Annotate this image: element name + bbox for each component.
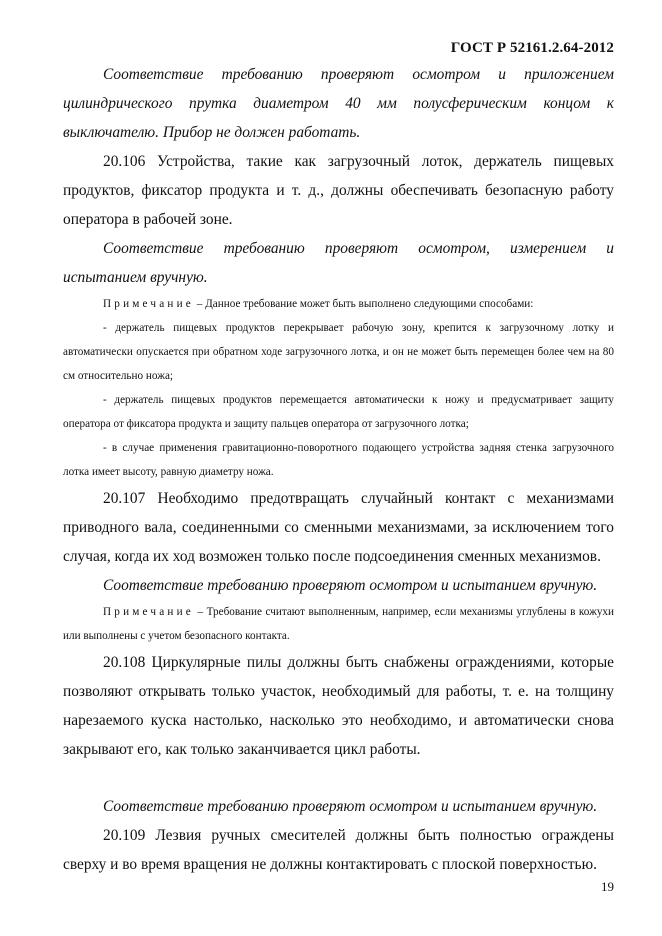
note-label: Примечание [103,298,194,310]
note-paragraph [63,600,614,648]
note-list-item: - держатель пищевых продуктов перемещается автоматически к ножу и предусматривает защиту оператора от фиксатора продукта и защиту пальцев оператора от загрузочного лотка; [63,394,614,430]
compliance-check-paragraph: Соответствие требованию проверяют осмотром и приложением цилиндрического прутка диаметром 40 мм полусферическим концом к выключателю. Прибор не должен работать. [63,66,614,141]
note-list-item: - в случае применения гравитационно-поворотного подающего устройства задняя стенка загрузочного лотка имеет высоту, равную диаметру ножа. [63,442,614,478]
clause-20-109: 20.109 Лезвия ручных смесителей должны быть полностью ограждены сверху и во время вращения не должны контактировать с плоской поверхностью. [63,827,614,873]
note-label: Примечание [103,606,194,618]
note-list-item: - держатель пищевых продуктов перекрывает рабочую зону, крепится к загрузочному лотку и автоматически опускается при обратном ходе загрузочного лотка, и он не может быть перемещен более чем на 80 см относительно ножа; [63,322,614,382]
page-number: 19 [601,879,614,894]
clause-20-108: 20.108 Циркулярные пилы должны быть снабжены ограждениями, которые позволяют открывать только участок, необходимый для работы, т. е. на толщину нарезаемого куска настолько, насколько это необходимо, и автоматически снова закрывают его, как только заканчивается цикл работы. [63,654,614,758]
compliance-check-paragraph: Соответствие требованию проверяют осмотром и испытанием вручную. [103,798,598,815]
clause-20-107: 20.107 Необходимо предотвращать случайный контакт с механизмами приводного вала, соединенными со сменными механизмами, за исключением того случая, когда их ход возможен только после подсоединения сменных механизмов. [63,490,614,565]
note-paragraph [63,292,614,316]
compliance-check-paragraph: Соответствие требованию проверяют осмотром, измерением и испытанием вручную. [63,240,614,286]
clause-20-106: 20.106 Устройства, такие как загрузочный лоток, держатель пищевых продуктов, фиксатор продукта и т. д., должны обеспечивать безопасную работу оператора в рабочей зоне. [63,153,614,228]
compliance-check-paragraph: Соответствие требованию проверяют осмотром и испытанием вручную. [103,577,598,594]
note-text: – Требование считают выполненным, например, если механизмы углублены в кожухи или выполнены с учетом безопасного контакта. [63,606,614,642]
document-code-header: ГОСТ Р 52161.2.64-2012 [450,40,614,56]
document-body [63,60,614,879]
note-text: – Данное требование может быть выполнено следующими способами: [193,298,534,310]
spacer [63,764,614,792]
